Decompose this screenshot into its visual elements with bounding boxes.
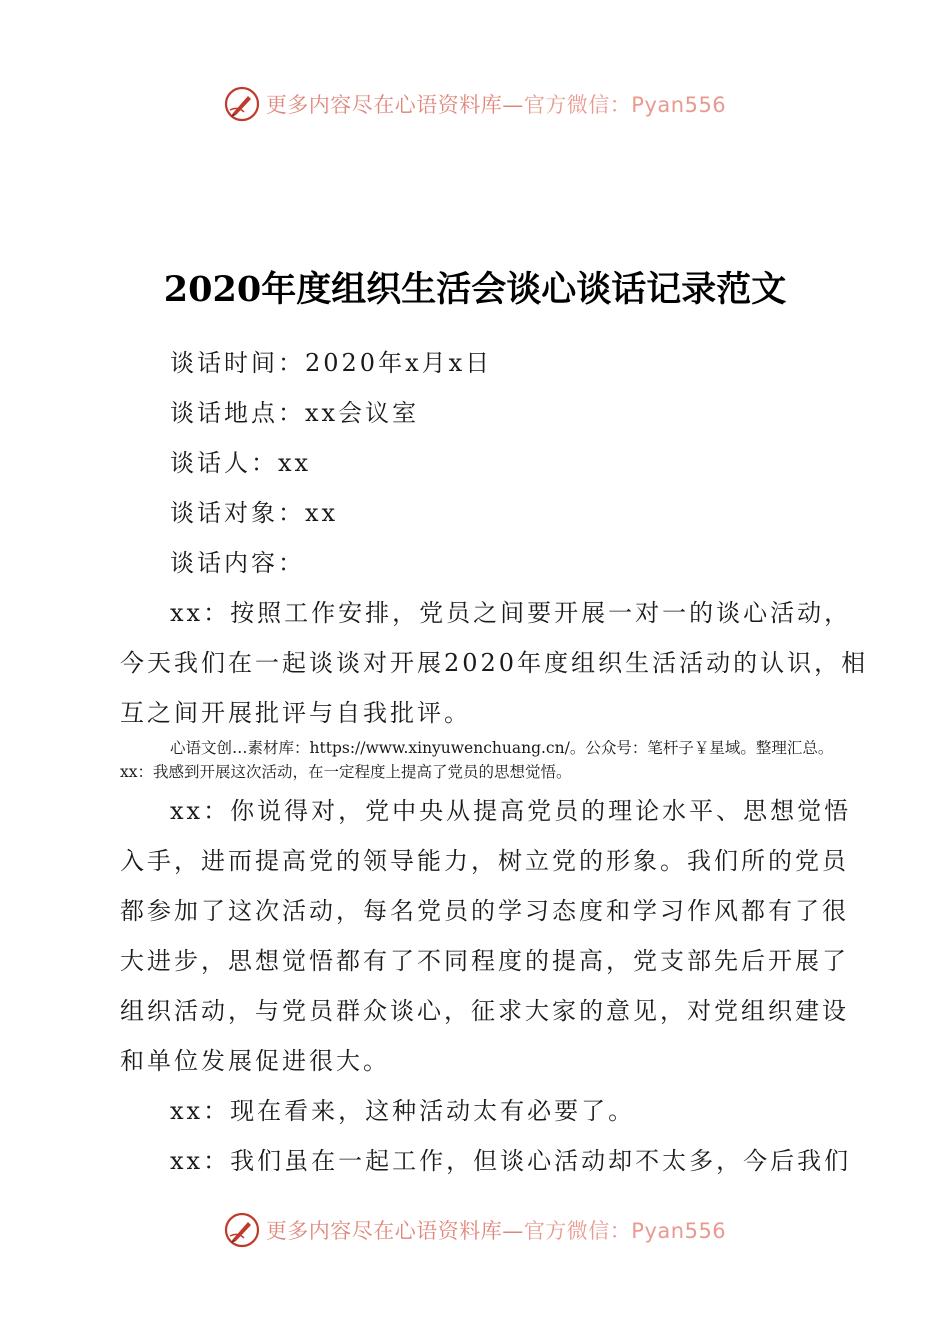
paragraph-3-line-5: 组织活动，与党员群众谈心，征求大家的意见，对党组织建设 [120, 997, 849, 1025]
meta-place: 谈话地点：xx会议室 [170, 399, 420, 427]
pen-logo-icon [224, 86, 260, 122]
source-note: 心语文创…素材库：https://www.xinyuwenchuang.cn/。公众号：笔杆子￥星域。整理汇总。 [170, 739, 834, 757]
paragraph-3-line-3: 都参加了这次活动，每名党员的学习态度和学习作风都有了很 [120, 897, 849, 925]
paragraph-1-line-3: 互之间开展批评与自我批评。 [120, 699, 471, 727]
banner-text: 更多内容尽在心语资料库—官方微信：Pyan556 [265, 1219, 727, 1243]
wechat-id: 官方微信：Pyan556 [523, 1219, 727, 1243]
banner-text: 更多内容尽在心语资料库—官方微信：Pyan556 [265, 93, 727, 117]
wechat-id: 官方微信：Pyan556 [523, 93, 727, 117]
paragraph-3-line-1: xx：你说得对，党中央从提高党员的理论水平、思想觉悟 [170, 797, 852, 825]
paragraph-1-line-2: 今天我们在一起谈谈对开展2020年度组织生活活动的认识，相 [120, 649, 869, 677]
paragraph-3-line-4: 大进步，思想觉悟都有了不同程度的提高，党支部先后开展了 [120, 947, 849, 975]
pen-logo-icon [224, 1212, 260, 1248]
paragraph-4: xx：现在看来，这种活动太有必要了。 [170, 1097, 636, 1125]
paragraph-5-line-1: xx：我们虽在一起工作，但谈心活动却不太多，今后我们 [170, 1147, 852, 1175]
meta-time: 谈话时间：2020年x月x日 [170, 349, 493, 377]
document-title: 2020年度组织生活会谈心谈话记录范文 [163, 269, 787, 310]
meta-target: 谈话对象：xx [170, 499, 339, 527]
paragraph-2: xx：我感到开展这次活动，在一定程度上提高了党员的思想觉悟。 [120, 763, 572, 781]
meta-speaker: 谈话人：xx [170, 449, 312, 477]
paragraph-3-line-6: 和单位发展促进很大。 [120, 1047, 390, 1075]
paragraph-3-line-2: 入手，进而提高党的领导能力，树立党的形象。我们所的党员 [120, 847, 849, 875]
footer-banner [0, 1208, 950, 1252]
header-banner [0, 82, 950, 126]
paragraph-1-line-1: xx：按照工作安排，党员之间要开展一对一的谈心活动， [170, 599, 852, 627]
meta-content-label: 谈话内容： [170, 549, 305, 577]
